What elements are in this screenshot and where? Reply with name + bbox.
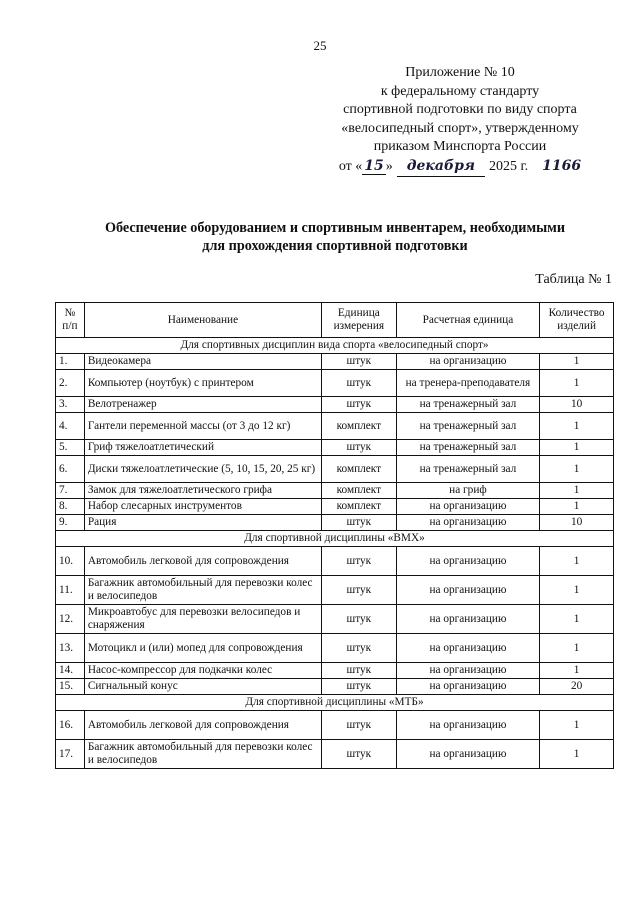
title-line: Обеспечение оборудованием и спортивным инвентарем, необходимыми [104,220,566,236]
cell-qty: 1 [540,354,614,370]
header-row [56,303,614,338]
cell-unit: штук [322,634,397,663]
cell-qty: 1 [540,663,614,679]
cell-qty: 1 [540,370,614,397]
cell-qty: 1 [540,634,614,663]
header-name: Наименование [84,303,321,338]
header-num: № п/п [56,303,85,338]
appendix-line: к федеральному стандарту [380,83,540,99]
table-row [56,456,614,483]
cell-name: Автомобиль легковой для сопровождения [84,711,321,740]
cell-num: 16. [56,711,85,740]
cell-unit: штук [322,397,397,413]
document-title [40,219,630,255]
cell-calc: на организацию [396,499,540,515]
cell-num: 6. [56,456,85,483]
cell-unit: комплект [322,413,397,440]
cell-name: Видеокамера [84,354,321,370]
section-title: Для спортивной дисциплины «МТБ» [56,695,614,711]
cell-num: 7. [56,483,85,499]
cell-calc: на тренажерный зал [396,397,540,413]
cell-name: Багажник автомобильный для перевозки колес и велосипедов [84,576,321,605]
cell-qty: 1 [540,711,614,740]
section-header-row [56,695,614,711]
cell-num: 12. [56,605,85,634]
cell-unit: штук [322,576,397,605]
cell-num: 4. [56,413,85,440]
section-header-row [56,531,614,547]
cell-calc: на организацию [396,576,540,605]
order-date-line [310,157,610,177]
cell-unit: штук [322,440,397,456]
cell-name: Велотренажер [84,397,321,413]
table-row [56,499,614,515]
date-month: декабря [397,157,485,177]
cell-calc: на тренажерный зал [396,456,540,483]
cell-name: Гантели переменной массы (от 3 до 12 кг) [84,413,321,440]
cell-num: 10. [56,547,85,576]
cell-num: 3. [56,397,85,413]
order-number: 1166 [542,157,582,174]
section-header-row [56,338,614,354]
cell-qty: 1 [540,605,614,634]
cell-unit: штук [322,547,397,576]
cell-unit: штук [322,354,397,370]
cell-num: 9. [56,515,85,531]
cell-name: Гриф тяжелоатлетический [84,440,321,456]
cell-qty: 10 [540,515,614,531]
cell-name: Багажник автомобильный для перевозки колес и велосипедов [84,740,321,769]
cell-name: Рация [84,515,321,531]
cell-qty: 1 [540,413,614,440]
cell-name: Микроавтобус для перевозки велосипедов и снаряжения [84,605,321,634]
cell-name: Мотоцикл и (или) мопед для сопровождения [84,634,321,663]
cell-calc: на организацию [396,515,540,531]
cell-name: Набор слесарных инструментов [84,499,321,515]
cell-qty: 1 [540,576,614,605]
table-row [56,370,614,397]
cell-calc: на организацию [396,634,540,663]
cell-unit: комплект [322,483,397,499]
header-calc: Расчетная единица [396,303,540,338]
cell-calc: на организацию [396,711,540,740]
cell-unit: комплект [322,499,397,515]
cell-num: 1. [56,354,85,370]
cell-qty: 1 [540,483,614,499]
table-row [56,547,614,576]
table-row [56,711,614,740]
cell-unit: штук [322,605,397,634]
appendix-line: спортивной подготовки по виду спорта [343,102,577,118]
cell-name: Диски тяжелоатлетические (5, 10, 15, 20, 25 кг) [84,456,321,483]
cell-unit: штук [322,711,397,740]
table-label: Таблица № 1 [535,272,612,287]
table-row [56,515,614,531]
cell-num: 8. [56,499,85,515]
cell-calc: на тренажерный зал [396,440,540,456]
section-title: Для спортивной дисциплины «BMX» [56,531,614,547]
cell-qty: 1 [540,547,614,576]
cell-qty: 1 [540,740,614,769]
table-row [56,679,614,695]
cell-qty: 1 [540,499,614,515]
title-line: для прохождения спортивной подготовки [202,238,468,254]
cell-unit: штук [322,663,397,679]
equipment-table [55,302,614,769]
section-title: Для спортивных дисциплин вида спорта «велосипедный спорт» [56,338,614,354]
cell-name: Сигнальный конус [84,679,321,695]
appendix-block [310,64,610,177]
cell-unit: комплект [322,456,397,483]
cell-calc: на организацию [396,354,540,370]
cell-qty: 10 [540,397,614,413]
header-qty: Количество изделий [540,303,614,338]
cell-unit: штук [322,740,397,769]
cell-calc: на тренажерный зал [396,413,540,440]
cell-name: Насос-компрессор для подкачки колес [84,663,321,679]
cell-unit: штук [322,370,397,397]
cell-num: 5. [56,440,85,456]
table-row [56,397,614,413]
table-row [56,740,614,769]
cell-num: 14. [56,663,85,679]
date-year: 2025 г. [489,158,529,174]
appendix-line: Приложение № 10 [405,65,515,80]
cell-name: Автомобиль легковой для сопровождения [84,547,321,576]
table-row [56,634,614,663]
cell-num: 13. [56,634,85,663]
table-row [56,440,614,456]
cell-qty: 1 [540,440,614,456]
cell-num: 17. [56,740,85,769]
cell-calc: на организацию [396,605,540,634]
date-prefix: от « [338,158,363,174]
appendix-line: «велосипедный спорт», утвержденному [341,120,579,136]
date-mid: » [385,158,393,174]
cell-calc: на организацию [396,679,540,695]
table-row [56,413,614,440]
cell-calc: на гриф [396,483,540,499]
cell-num: 11. [56,576,85,605]
cell-unit: штук [322,679,397,695]
table-row [56,483,614,499]
cell-num: 2. [56,370,85,397]
cell-calc: на организацию [396,740,540,769]
cell-qty: 20 [540,679,614,695]
appendix-line: приказом Минспорта России [373,139,547,155]
date-day: 15 [364,157,384,174]
page-number: 25 [313,38,327,53]
cell-unit: штук [322,515,397,531]
table-row [56,354,614,370]
cell-calc: на организацию [396,663,540,679]
table-row [56,605,614,634]
cell-num: 15. [56,679,85,695]
cell-calc: на организацию [396,547,540,576]
cell-qty: 1 [540,456,614,483]
table-row [56,663,614,679]
table-row [56,576,614,605]
cell-calc: на тренера-преподавателя [396,370,540,397]
header-unit: Единица измерения [322,303,397,338]
cell-name: Замок для тяжелоатлетического грифа [84,483,321,499]
cell-name: Компьютер (ноутбук) с принтером [84,370,321,397]
